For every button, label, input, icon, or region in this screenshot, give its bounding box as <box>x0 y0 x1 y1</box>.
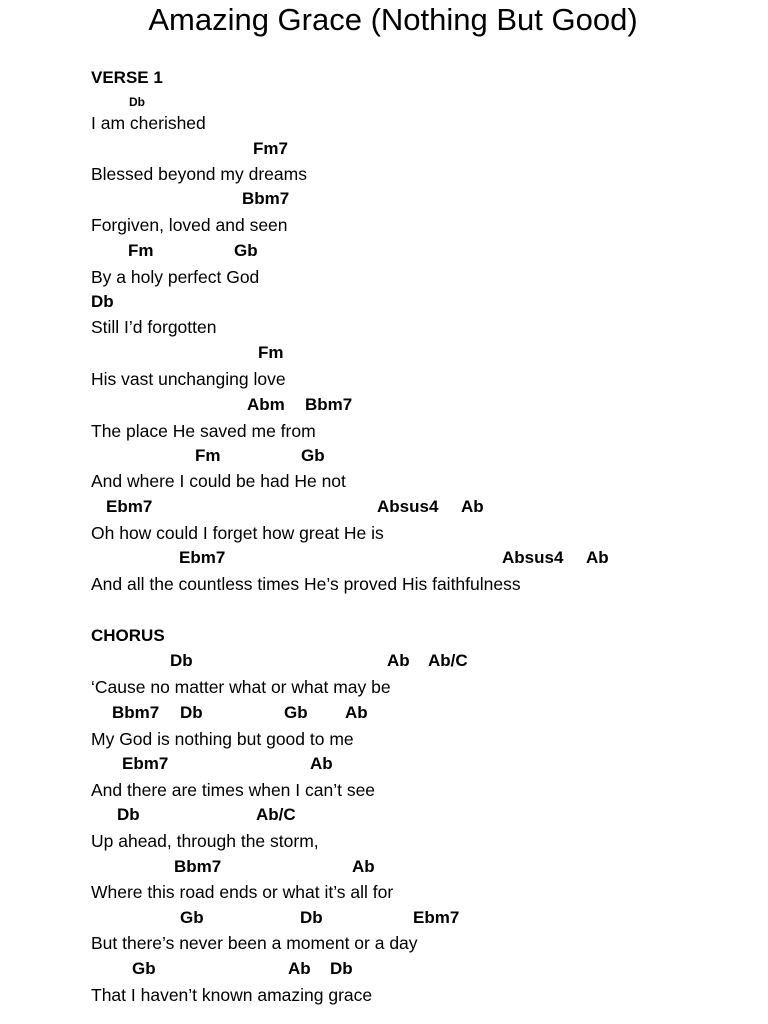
chord: Bbm7 <box>174 857 222 876</box>
chord: Fm <box>258 343 284 362</box>
chord: Db <box>170 651 193 670</box>
chord: Db <box>117 805 140 824</box>
chord: Gb <box>180 908 204 927</box>
chord-line <box>91 91 711 111</box>
lyric-line: And where I could be had He not <box>91 471 346 491</box>
lyric-line: And there are times when I can’t see <box>91 780 376 800</box>
chord-line <box>91 548 711 568</box>
chord-line <box>91 651 711 671</box>
chord-line <box>91 959 711 979</box>
lyric-line: Oh how could I forget how great He is <box>91 523 384 543</box>
lyric-line: I am cherished <box>91 113 206 133</box>
chord: Abm <box>247 395 285 414</box>
chord: Gb <box>132 959 156 978</box>
lyric-line: By a holy perfect God <box>91 267 260 287</box>
chord: Ebm7 <box>413 908 460 927</box>
lyric-line: That I haven’t known amazing grace <box>91 985 373 1005</box>
chord-line <box>91 805 711 825</box>
lyric-line: His vast unchanging love <box>91 369 286 389</box>
chord-line <box>91 241 711 261</box>
chord-line <box>91 908 711 928</box>
chord: Ebm7 <box>106 497 153 516</box>
lyric-line: ‘Cause no matter what or what may be <box>91 677 391 697</box>
lyric-line: Forgiven, loved and seen <box>91 215 288 235</box>
chord: Bbm7 <box>242 189 290 208</box>
chord-line <box>91 446 711 466</box>
chord: Gb <box>301 446 325 465</box>
chord-line <box>91 703 711 723</box>
lyric-line: Blessed beyond my dreams <box>91 164 307 184</box>
chord: Db <box>330 959 353 978</box>
chord: Ab <box>288 959 311 978</box>
chord-line <box>91 395 711 415</box>
lyric-line: The place He saved me from <box>91 421 316 441</box>
chord-line <box>91 497 711 517</box>
chord: Absus4 <box>377 497 439 516</box>
chord: Bbm7 <box>305 395 353 414</box>
chord: Ab <box>352 857 375 876</box>
chord: Ab <box>586 548 609 567</box>
chorus-heading: CHORUS <box>91 626 165 645</box>
chord: Db <box>129 95 145 109</box>
lyric-line: Still I’d forgotten <box>91 317 217 337</box>
chord: Gb <box>284 703 308 722</box>
chord: Bbm7 <box>112 703 160 722</box>
chord: Ab <box>310 754 333 773</box>
chord: Ab <box>345 703 368 722</box>
lyric-line: Up ahead, through the storm, <box>91 831 319 851</box>
lyric-line: My God is nothing but good to me <box>91 729 354 749</box>
chord: Ebm7 <box>122 754 169 773</box>
lyric-line: Where this road ends or what it’s all for <box>91 882 394 902</box>
chord-line <box>91 857 711 877</box>
chord-line <box>91 189 711 209</box>
verse-heading: VERSE 1 <box>91 68 163 87</box>
chord: Absus4 <box>502 548 564 567</box>
song-title: Amazing Grace (Nothing But Good) <box>148 2 638 37</box>
chord: Ab/C <box>428 651 468 670</box>
lyric-line: But there’s never been a moment or a day <box>91 933 418 953</box>
chord-line <box>91 754 711 774</box>
chord: Db <box>300 908 323 927</box>
chord: Ab <box>461 497 484 516</box>
chord: Db <box>91 292 114 311</box>
chord-line <box>91 343 711 363</box>
chord: Fm <box>128 241 154 260</box>
chord: Ab <box>387 651 410 670</box>
chord: Ebm7 <box>179 548 226 567</box>
chord: Fm <box>195 446 221 465</box>
chord: Gb <box>234 241 258 260</box>
chord: Db <box>180 703 203 722</box>
chord-line <box>91 292 711 312</box>
chord-line <box>91 139 711 159</box>
chord: Ab/C <box>256 805 296 824</box>
chord: Fm7 <box>253 139 288 158</box>
lyric-line: And all the countless times He’s proved His faithfulness <box>91 574 521 594</box>
